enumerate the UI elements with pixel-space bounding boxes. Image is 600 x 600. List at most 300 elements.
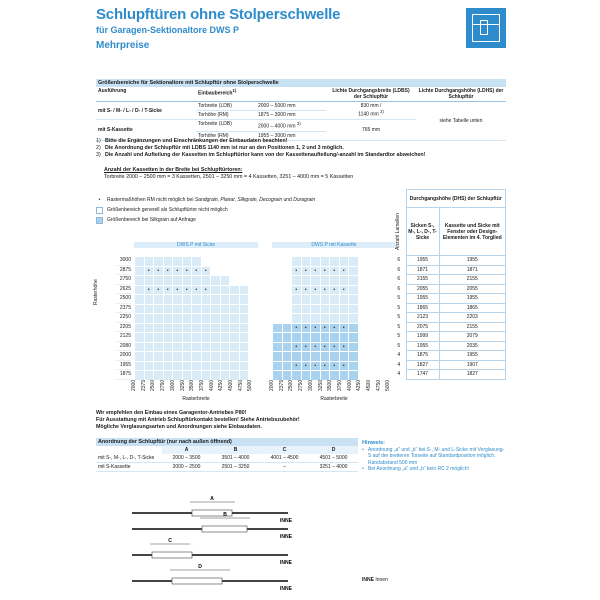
grid-cell — [220, 266, 230, 276]
grid-cell — [230, 314, 240, 324]
grid-cell — [358, 304, 368, 314]
grid-cell — [220, 361, 230, 371]
grid-cell — [377, 304, 387, 314]
grid-cell — [182, 276, 192, 286]
grid-cell: • — [320, 285, 330, 295]
grid-cell — [192, 304, 202, 314]
grid-cell — [220, 323, 230, 333]
grid-cell — [349, 361, 359, 371]
grid-cell — [377, 276, 387, 286]
height-label: 2750 — [115, 275, 131, 285]
grid-cell: • — [301, 323, 311, 333]
dhs-cell-b: 1871 — [439, 265, 505, 275]
row-sicke-name: mit S- / M- / L- / D- / T-Sicke — [96, 102, 196, 120]
grid-cell: • — [320, 266, 330, 276]
grid-cell — [292, 371, 302, 381]
arrangement-table — [96, 438, 358, 472]
grid-cell: • — [201, 266, 211, 276]
grid-cell — [173, 361, 183, 371]
grid-cell — [220, 304, 230, 314]
arrangement-diagrams — [130, 495, 305, 595]
width-label: 4250 — [218, 379, 225, 391]
dhs-cell-b: 1827 — [439, 370, 505, 380]
grid-cell — [358, 342, 368, 352]
grid-cell: • — [163, 285, 173, 295]
dhs-title: Durchgangshöhe (DHS) der Schlupftür — [406, 190, 506, 208]
grid-cell — [211, 285, 221, 295]
grid-cell — [349, 257, 359, 267]
grid-cell — [330, 314, 340, 324]
grid-cell — [192, 314, 202, 324]
grid-cell — [201, 323, 211, 333]
grid-label-kassette: DWS P mit Kassette — [272, 242, 396, 248]
grid-cell — [239, 371, 249, 381]
grid-cell — [230, 371, 240, 381]
dhs-cell-lam: 5 — [392, 322, 406, 332]
grid-cell — [349, 295, 359, 305]
price-label: Mehrpreise — [96, 40, 150, 51]
grid-cell — [154, 295, 164, 305]
grid-cell — [349, 266, 359, 276]
grid-cell — [282, 295, 292, 305]
cell: Torbreite (LDB) — [196, 120, 256, 132]
grid-cell — [320, 295, 330, 305]
diagram-letter-b: B — [223, 512, 227, 518]
grid-cell — [163, 333, 173, 343]
grid-cell — [230, 285, 240, 295]
width-label: 4500 — [228, 379, 234, 391]
arr-row-name: mit S-, M-, L-, D-, T-Sicke — [96, 454, 162, 463]
dhs-cell-lam: 6 — [392, 284, 406, 294]
grid-cell — [358, 285, 368, 295]
dhs-row — [392, 313, 506, 323]
grid-cell — [192, 352, 202, 362]
grid-cell — [358, 352, 368, 362]
grid-cell — [282, 323, 292, 333]
grid-cell — [239, 342, 249, 352]
grid-cell — [273, 266, 283, 276]
width-label: 3500 — [189, 379, 196, 391]
grid-cell — [163, 314, 173, 324]
diagram-inne: INNE — [280, 534, 292, 540]
grid-cell — [192, 342, 202, 352]
grid-cell — [211, 295, 221, 305]
height-label: 2625 — [115, 285, 131, 295]
grid-cell — [311, 304, 321, 314]
grid-cell — [135, 361, 145, 371]
grid-cell — [230, 257, 240, 267]
grid-cell — [173, 257, 183, 267]
height-label: 2875 — [115, 266, 131, 276]
grid-cell: • — [182, 285, 192, 295]
grid-cell — [135, 266, 145, 276]
grid-cell — [320, 257, 330, 267]
dhs-cell-lam: 6 — [392, 256, 406, 266]
dhs-row — [392, 351, 506, 361]
grid-cell — [339, 352, 349, 362]
cell: 3251 – 4000 — [309, 463, 358, 472]
grid-cell — [230, 352, 240, 362]
grid-cell — [282, 266, 292, 276]
grid-cell — [211, 304, 221, 314]
grid-cell — [282, 371, 292, 381]
grid-cell — [211, 333, 221, 343]
grid-cell — [368, 314, 378, 324]
grid-cell — [192, 323, 202, 333]
grid-cell — [182, 257, 192, 267]
grid-cell — [320, 276, 330, 286]
diagram-c — [132, 538, 293, 566]
dhs-cell-a: 1875 — [406, 351, 439, 361]
col-einbau: Einbaubereich$^{1)}$ — [196, 87, 326, 102]
width-label: 2500 — [288, 379, 295, 391]
grid-cell — [220, 276, 230, 286]
width-label: 3500 — [327, 379, 334, 391]
grid-cell — [135, 352, 145, 362]
grid-cell — [201, 342, 211, 352]
dhs-cell-b: 2155 — [439, 275, 505, 285]
grid-cell — [273, 333, 283, 343]
dhs-cell-a: 1955 — [406, 294, 439, 304]
grid-cell — [173, 352, 183, 362]
row-kassette-name: mit S-Kassette — [96, 120, 196, 141]
grid-cell — [282, 285, 292, 295]
grid-cell: • — [144, 266, 154, 276]
grid-cell — [273, 257, 283, 267]
footnotes: 1) Bitte die Ergänzungen und Einschränkungen der Einbaudaten beachten! 2) Die Anordnung der Schlupftür mit LDBS 1140 mm ist nur an den Positionen 1, 2 und 3 möglich. 3) Die Anzahl und Aufteilung der Kassetten im Schlupftürtor kann von der Kassettenaufteilung/-anzahl im Standardtor abweichen! — [96, 138, 426, 158]
cell: Torhöhe (RM) — [196, 131, 256, 140]
grid-cell: • — [301, 266, 311, 276]
grid-cell — [220, 257, 230, 267]
grid-cell — [154, 352, 164, 362]
grid-cell: • — [311, 266, 321, 276]
grid-cell: • — [292, 285, 302, 295]
dhs-cell-b: 2079 — [439, 332, 505, 342]
width-label: 3250 — [317, 379, 324, 391]
grid-cell — [301, 276, 311, 286]
grid-cell — [330, 276, 340, 286]
grid-cell — [273, 295, 283, 305]
grid-cell: • — [330, 285, 340, 295]
grid-cell — [201, 333, 211, 343]
grid-cell — [320, 352, 330, 362]
grid-cell — [311, 314, 321, 324]
grid-cell — [301, 371, 311, 381]
grid-cell — [301, 257, 311, 267]
grid-cell — [135, 314, 145, 324]
grid-cell — [349, 323, 359, 333]
cell: 2000 – 5000 mm — [256, 102, 326, 111]
grid-cell — [154, 361, 164, 371]
diagram-d — [132, 564, 293, 592]
cell: 2501 – 3250 — [211, 463, 260, 472]
grid-kassette — [272, 256, 387, 381]
height-label: 2250 — [115, 313, 131, 323]
grid-cell — [154, 276, 164, 286]
dhs-row — [392, 360, 506, 370]
cell: Torhöhe (RM) — [196, 111, 256, 120]
grid-cell — [339, 333, 349, 343]
cell: 1955 – 3000 mm — [256, 131, 326, 140]
grid-cell — [368, 323, 378, 333]
grid-cell — [211, 314, 221, 324]
grid-cell: • — [292, 323, 302, 333]
width-label: 3000 — [169, 379, 176, 391]
grid-cell — [368, 361, 378, 371]
recommendation: Wir empfehlen den Einbau eines Garagentor-Antriebes P80! Für Ausstattung mit Antrieb Schlupftürkontakt bestellen! Siehe Antriebszubehör! Mögliche Verglasungsarten und Anordnungen siehe Einbaudaten. — [96, 410, 300, 430]
diagram-inne: INNE — [280, 586, 292, 592]
dhs-cell-a: 1999 — [406, 332, 439, 342]
grid-cell — [292, 276, 302, 286]
grid-cell — [201, 257, 211, 267]
width-label: 2500 — [150, 379, 157, 391]
grid-cell — [154, 371, 164, 381]
grid-cell — [144, 361, 154, 371]
grid-cell — [144, 314, 154, 324]
grid-cell — [163, 361, 173, 371]
grid-cell — [201, 314, 211, 324]
grid-cell: • — [311, 342, 321, 352]
arrangement-title: Anordnung der Schlupftür (nur nach außen öffnend) — [96, 438, 358, 446]
grid-cell — [163, 371, 173, 381]
grid-cell — [377, 371, 387, 381]
grid-cell — [135, 257, 145, 267]
grid-cell — [211, 342, 221, 352]
dhs-cell-a: 1865 — [406, 303, 439, 313]
dhs-row — [392, 303, 506, 313]
cell: Torbreite (LDB) — [196, 102, 256, 111]
grid-cell — [358, 257, 368, 267]
grid-cell — [273, 276, 283, 286]
grid-cell — [377, 352, 387, 362]
grid-cell: • — [292, 342, 302, 352]
grid-cell — [163, 304, 173, 314]
dhs-row — [392, 341, 506, 351]
grid-cell — [292, 352, 302, 362]
grid-cell — [144, 304, 154, 314]
grid-cell: • — [301, 342, 311, 352]
grid-cell — [349, 342, 359, 352]
grid-cell — [273, 371, 283, 381]
grid-cell: • — [311, 361, 321, 371]
grid-cell — [192, 361, 202, 371]
grid-cell — [163, 323, 173, 333]
grid-cell — [349, 314, 359, 324]
dhs-row — [392, 256, 506, 266]
grid-cell — [320, 333, 330, 343]
dhs-cell-b: 1865 — [439, 303, 505, 313]
grid-cell: • — [154, 266, 164, 276]
grid-cell — [330, 295, 340, 305]
col-a: A — [162, 446, 211, 454]
grid-cell — [201, 276, 211, 286]
grid-cell — [239, 314, 249, 324]
grid-cell — [273, 352, 283, 362]
grid-cell — [339, 257, 349, 267]
cell: 4001 – 4500 — [260, 454, 309, 463]
grid-cell — [201, 361, 211, 371]
grid-cell — [144, 342, 154, 352]
diagram-a — [132, 496, 293, 524]
dhs-cell-b: 1955 — [439, 351, 505, 361]
kassetten-info: Anzahl der Kassetten in der Breite bei Schlupftürtoren: Torbreite 2000 – 2500 mm = 3 Kassetten, 2501 – 3250 mm = 4 Kassetten, 3251 – 4000 mm = 5 Kassetten — [104, 167, 354, 180]
grid-cell — [349, 371, 359, 381]
grid-cell — [282, 361, 292, 371]
dhs-cell-lam: 6 — [392, 275, 406, 285]
grid-cell — [144, 352, 154, 362]
grid-cell — [282, 314, 292, 324]
grid-cell — [377, 314, 387, 324]
grid-cell — [301, 314, 311, 324]
dhs-cell-lam: 5 — [392, 341, 406, 351]
grid-cell — [239, 295, 249, 305]
dhs-cell-b: 2035 — [439, 341, 505, 351]
grid-cell — [220, 333, 230, 343]
grid-cell — [311, 276, 321, 286]
grid-cell — [211, 361, 221, 371]
grid-cell — [358, 295, 368, 305]
grid-cell — [220, 352, 230, 362]
grid-cell — [311, 371, 321, 381]
grid-cell — [292, 304, 302, 314]
grid-cell — [182, 333, 192, 343]
grid-cell — [377, 257, 387, 267]
grid-cell — [230, 323, 240, 333]
grid-cell — [239, 257, 249, 267]
grid-cell — [135, 333, 145, 343]
height-label: 1955 — [115, 361, 131, 371]
grid-cell — [144, 257, 154, 267]
dhs-cell-b: 1955 — [439, 256, 505, 266]
grid-cell — [282, 352, 292, 362]
height-label: 2375 — [115, 304, 131, 314]
dhs-cell-a: 1955 — [406, 341, 439, 351]
grid-cell — [230, 276, 240, 286]
grid-cell: • — [182, 266, 192, 276]
grid-cell — [282, 342, 292, 352]
cell: 4501 – 5000 — [309, 454, 358, 463]
dhs-cell-b: 2055 — [439, 284, 505, 294]
page-title: Schlupftüren ohne Stolperschwelle — [96, 6, 341, 23]
grid-cell — [239, 276, 249, 286]
dhs-cell-lam: 6 — [392, 265, 406, 275]
diagram-inne: INNE — [280, 560, 292, 566]
grid-cell — [273, 342, 283, 352]
grid-cell: • — [339, 266, 349, 276]
grid-cell — [230, 295, 240, 305]
dhs-cell-b: 1907 — [439, 360, 505, 370]
grid-cell — [201, 295, 211, 305]
grid-cell: • — [339, 361, 349, 371]
grid-cell: • — [320, 323, 330, 333]
door-logo-icon — [466, 8, 506, 48]
grid-cell — [220, 314, 230, 324]
dhs-cell-a: 1955 — [406, 256, 439, 266]
dhs-table — [392, 189, 506, 380]
width-label: 3750 — [198, 379, 205, 391]
dhs-cell-b: 1955 — [439, 294, 505, 304]
dhs-cell-lam: 5 — [392, 313, 406, 323]
grid-cell — [358, 371, 368, 381]
grid-cell: • — [330, 361, 340, 371]
grid-cell — [230, 342, 240, 352]
grid-cell — [211, 352, 221, 362]
dhs-cell-a: 2155 — [406, 275, 439, 285]
width-label: 2000 — [131, 379, 137, 391]
grid-cell — [320, 314, 330, 324]
grid-cell: • — [330, 323, 340, 333]
col-c: C — [260, 446, 309, 454]
grid-cell — [320, 304, 330, 314]
width-label: 3250 — [179, 379, 186, 391]
grid-cell — [154, 342, 164, 352]
grid-cell — [230, 333, 240, 343]
grid-cell — [173, 371, 183, 381]
grid-sicke — [134, 256, 249, 381]
diagram-letter-c: C — [168, 538, 172, 544]
grid-cell — [349, 285, 359, 295]
grid-cell — [192, 371, 202, 381]
grid-cell — [339, 276, 349, 286]
grid-cell — [358, 266, 368, 276]
grid-cell — [311, 352, 321, 362]
height-label: 1875 — [115, 370, 131, 380]
anzahl-lamellen-label: Anzahl Lamellen — [395, 213, 401, 250]
grid-cell — [163, 342, 173, 352]
grid-cell — [368, 304, 378, 314]
dhs-cell-a: 1747 — [406, 370, 439, 380]
grid-cell: • — [311, 285, 321, 295]
grid-cell — [201, 371, 211, 381]
grid-cell: • — [339, 285, 349, 295]
grid-cell — [368, 352, 378, 362]
dhs-row — [392, 275, 506, 285]
grid-cell — [211, 371, 221, 381]
cell-ldbs-sicke: 830 mm / 1140 mm $^{2)}$ — [326, 102, 416, 120]
grid-cell: • — [320, 361, 330, 371]
grid-cell — [349, 333, 359, 343]
grid-cell — [211, 257, 221, 267]
grid-cell — [273, 361, 283, 371]
grid-cell — [377, 361, 387, 371]
grid-cell — [282, 304, 292, 314]
grid-cell — [330, 257, 340, 267]
grid-cell — [182, 295, 192, 305]
grid-cell — [273, 314, 283, 324]
grid-cell — [282, 333, 292, 343]
grid-cell: • — [173, 285, 183, 295]
grid-cell — [273, 285, 283, 295]
grid-cell — [358, 323, 368, 333]
dhs-cell-b: 2155 — [439, 322, 505, 332]
grid-cell — [239, 352, 249, 362]
legend: • Rastermaßhöhen RM nicht möglich bei Sandgrain, Planar, Silkgrain, Decograin und Duragrain Größenbereich generell als Schlupftürtor nicht möglich Größenbereich bei Silkgrain auf Anfrage — [96, 195, 315, 225]
height-label: 2125 — [115, 332, 131, 342]
dhs-cell-a: 1827 — [406, 360, 439, 370]
grid-cell — [163, 295, 173, 305]
width-label: 3750 — [336, 379, 343, 391]
grid-cell — [368, 371, 378, 381]
grid-cell — [311, 257, 321, 267]
size-range-table — [96, 79, 506, 141]
grid-cell: • — [163, 266, 173, 276]
col-ldbs: Lichte Durchgangsbreite (LDBS) der Schlupftür — [326, 87, 416, 102]
grid-cell — [368, 285, 378, 295]
dhs-cell-b: 2203 — [439, 313, 505, 323]
grid-cell — [311, 295, 321, 305]
dhs-row — [392, 370, 506, 380]
grid-cell — [192, 333, 202, 343]
